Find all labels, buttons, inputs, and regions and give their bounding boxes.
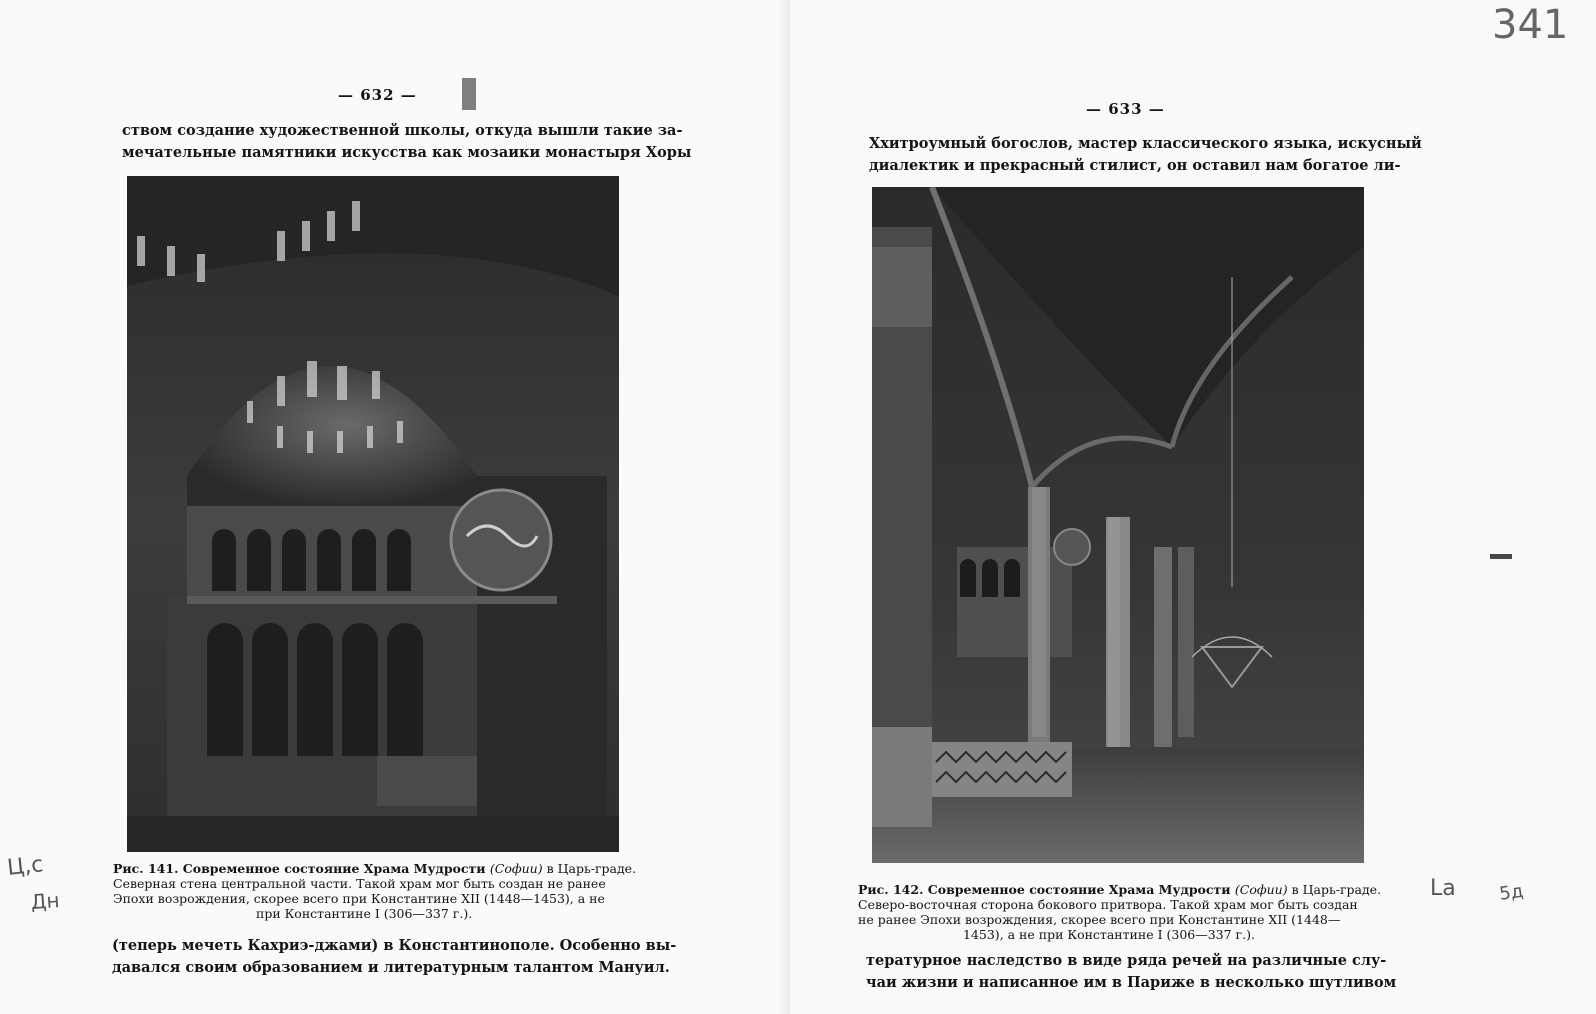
caption-line: при Константине I (306—337 г.). — [256, 906, 473, 921]
page-number: — 633 — — [1086, 100, 1165, 118]
caption-tail: в Царь-граде. — [542, 861, 637, 876]
caption-italic: (Софии) — [1234, 882, 1288, 897]
figure-142-photo — [872, 187, 1364, 863]
caption-line: Эпохи возрождения, скорее всего при Константине XII (1448—1453), а не — [113, 891, 605, 906]
ink-mark — [1490, 554, 1512, 559]
text-line: ством создание художественной школы, откуда вышли такие за- — [122, 122, 683, 139]
figure-141-caption — [113, 861, 637, 921]
caption-line — [113, 861, 637, 876]
caption-lead: Рис. 142. Современное состояние Храма Мудрости — [858, 882, 1235, 897]
text-line: диалектик и прекрасный стилист, он оставил нам богатое ли- — [869, 157, 1401, 174]
top-paragraph — [869, 133, 1422, 177]
text-line: (теперь мечеть Кахриэ-джами) в Константинополе. Особенно вы- — [112, 937, 677, 954]
caption-italic: (Софии) — [489, 861, 543, 876]
text-line: давался своим образованием и литературным талантом Мануил. — [112, 959, 670, 976]
handwritten-note: Дн — [30, 887, 61, 914]
text-line: чаи жизни и написанное им в Париже в несколько шутливом — [866, 974, 1397, 991]
handwritten-folio: 341 — [1492, 2, 1569, 48]
text-line: тературное наследство в виде ряда речей на различные слу- — [866, 952, 1387, 969]
caption-line: не ранее Эпохи возрождения, скорее всего при Константине XII (1448— — [858, 912, 1341, 927]
bottom-paragraph — [112, 935, 677, 979]
page-number: — 632 — — [338, 86, 417, 104]
handwritten-note: 5д — [1498, 880, 1525, 905]
handwritten-note: La — [1430, 876, 1456, 901]
caption-line: Северо-восточная сторона бокового притвора. Такой храм мог быть создан — [858, 897, 1358, 912]
handwritten-note: Ц,с — [6, 852, 45, 881]
figure-141-photo — [127, 176, 619, 852]
left-page — [0, 0, 790, 1014]
right-page — [790, 0, 1596, 1014]
ink-smudge — [462, 78, 476, 110]
caption-line — [858, 882, 1382, 897]
caption-line: 1453), а не при Константине I (306—337 г.). — [963, 927, 1255, 942]
text-line: Ххитроумный богослов, мастер классического языка, искусный — [869, 135, 1422, 152]
figure-142-caption — [858, 882, 1382, 942]
bottom-paragraph — [866, 950, 1397, 994]
top-paragraph — [122, 120, 692, 164]
caption-tail: в Царь-граде. — [1287, 882, 1382, 897]
caption-line: Северная стена центральной части. Такой храм мог быть создан не ранее — [113, 876, 606, 891]
caption-lead: Рис. 141. Современное состояние Храма Мудрости — [113, 861, 490, 876]
text-line: мечательные памятники искусства как мозаики монастыря Хоры — [122, 144, 692, 161]
